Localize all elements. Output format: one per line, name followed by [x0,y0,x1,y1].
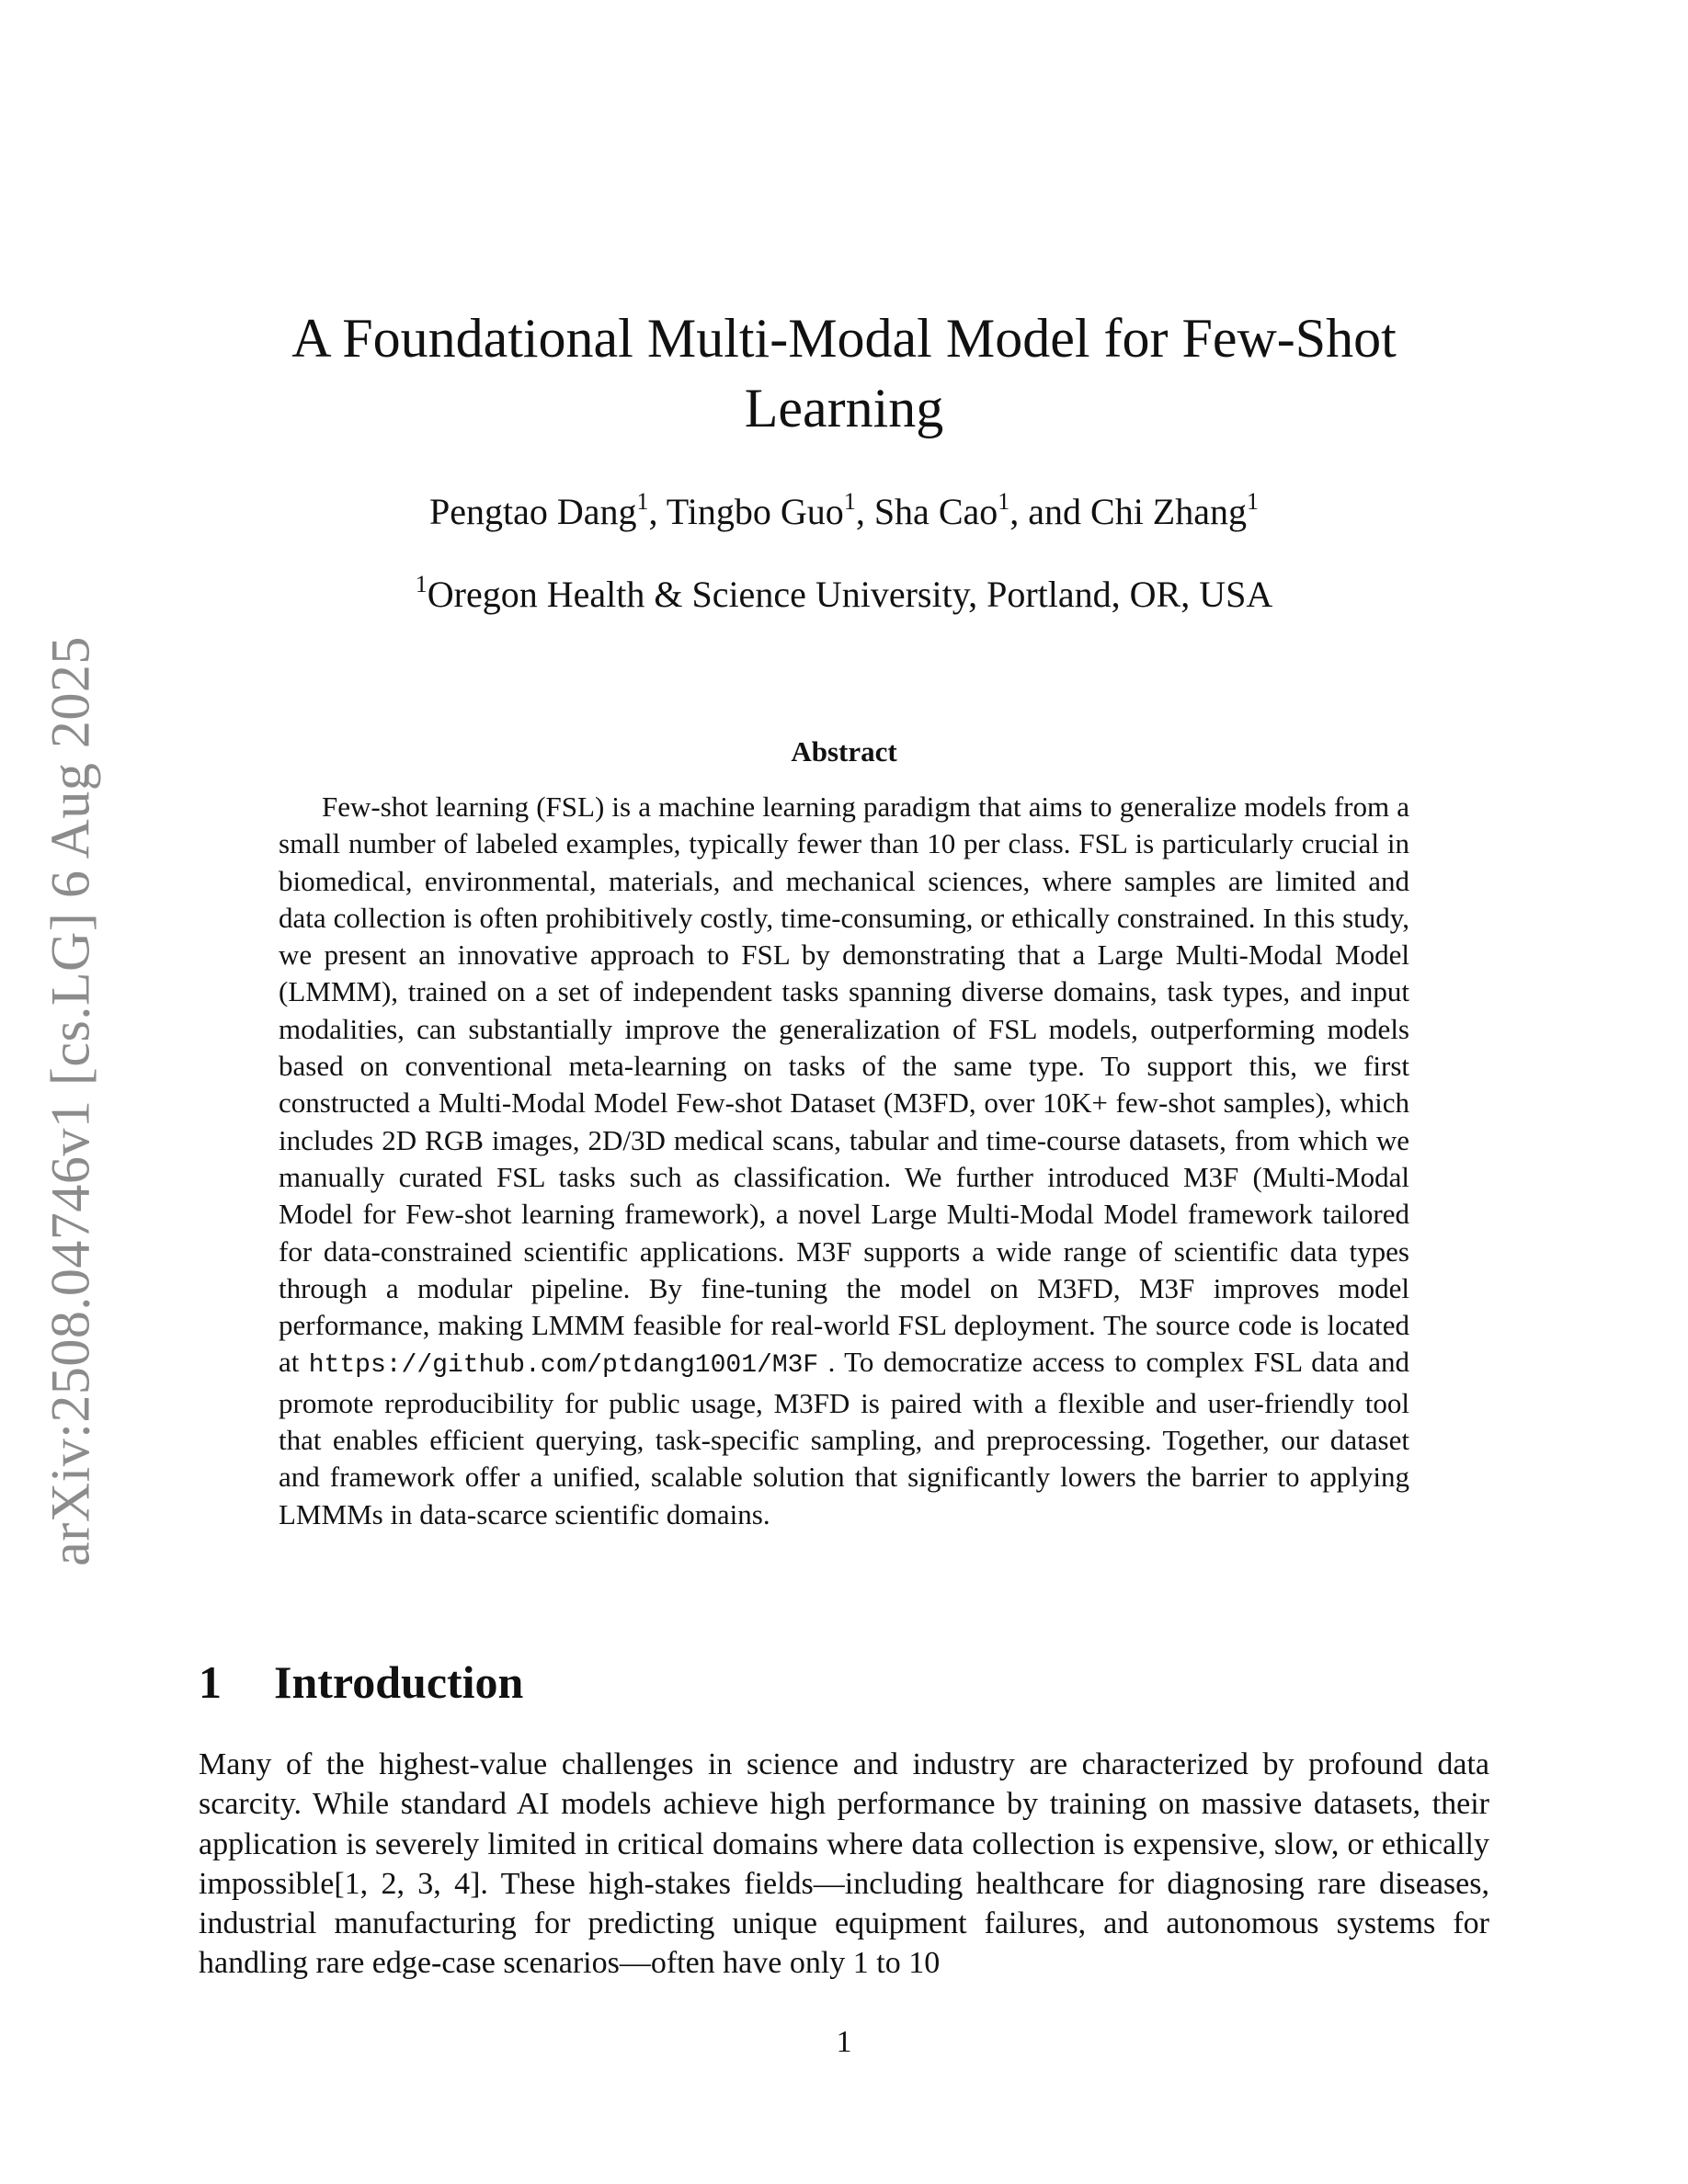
section-heading-introduction [199,1655,523,1710]
abstract-text-part: Few-shot learning (FSL) is a machine learning paradigm that aims to generalize models from a small number of labeled examples, typically fewer than 10 per class. FSL is particularly crucial in biomedical, environmental, materials, and mechanical sciences, where samples are limited and data collection is often prohibitively costly, time-consuming, or ethically constrained. In this study, we present an innovative approach to FSL by demonstrating that a Large Multi-Modal Model (LMMM), trained on a set of independent tasks spanning diverse domains, task types, and input modalities, can substantially improve the generalization of FSL models, outperforming models based on conventional meta-learning on tasks of the same type. To support this, we first constructed a Multi-Modal Model Few-shot Dataset (M3FD, over 10K+ few-shot samples), which includes 2D RGB images, 2D/3D medical scans, tabular and time-course datasets, from which we manually curated FSL tasks such as classification. We further introduced M3F (Multi-Modal Model for Few-shot learning framework), a novel Large Multi-Modal Model framework tailored for data-constrained scientific applications. M3F supports a wide range of scientific data types through a modular pipeline. By fine-tuning the model on M3FD, M3F improves model performance, making LMMM feasible for real-world FSL deployment. The source code is located at [279,791,1409,1379]
abstract-text [279,789,1409,1533]
introduction-paragraph: Many of the highest-value challenges in science and industry are characterized by profound data scarcity. While standard AI models achieve high performance by training on massive datasets, their application is severely limited in critical domains where data collection is expensive, slow, or ethically impossible[1, 2, 3, 4]. These high-stakes fields—including healthcare for diagnosing rare diseases, industrial manufacturing for predicting unique equipment failures, and autonomous systems for handling rare edge-case scenarios—often have only 1 to 10 [199,1747,1489,1981]
affiliation-marker: 1 [998,488,1010,515]
affiliation-marker: 1 [843,488,856,515]
arxiv-identifier-stamp: arXiv:2508.04746v1 [cs.LG] 6 Aug 2025 [40,636,101,1566]
section-title: Introduction [274,1656,524,1708]
affiliation-marker: 1 [415,571,428,597]
author-name: Tingbo Guo [666,491,844,532]
affiliation-text: Oregon Health & Science University, Portland, OR, USA [427,574,1273,615]
author-name: Sha Cao [873,491,998,532]
source-code-link[interactable]: https://github.com/ptdang1001/M3F [308,1351,819,1381]
author-list: Pengtao Dang$^1$, Tingbo Guo$^1$, Sha Cao$^1$, and Chi Zhang$^1$ [428,488,1259,532]
section-number: 1 [199,1656,222,1708]
affiliation-marker: 1 [1247,488,1259,515]
affiliation-marker: 1 [636,488,649,515]
paper-title: A Foundational Multi-Modal Model for Few-Shot Learning [291,308,1397,438]
abstract-text-part: . To democratize access to complex FSL data and promote reproducibility for public usage, M3FD is paired with a flexible and user-friendly tool that enables efficient querying, task-specific sampling, and preprocessing. Together, our dataset and framework offer a unified, scalable solution that significantly lowers the barrier to applying LMMMs in data-scarce scientific domains. [279,1346,1410,1530]
affiliation [199,572,1489,618]
author-name: Pengtao Dang [428,491,637,532]
abstract-heading: Abstract [791,735,897,768]
author-name: Chi Zhang [1090,491,1247,532]
page-number: 1 [836,2025,852,2059]
